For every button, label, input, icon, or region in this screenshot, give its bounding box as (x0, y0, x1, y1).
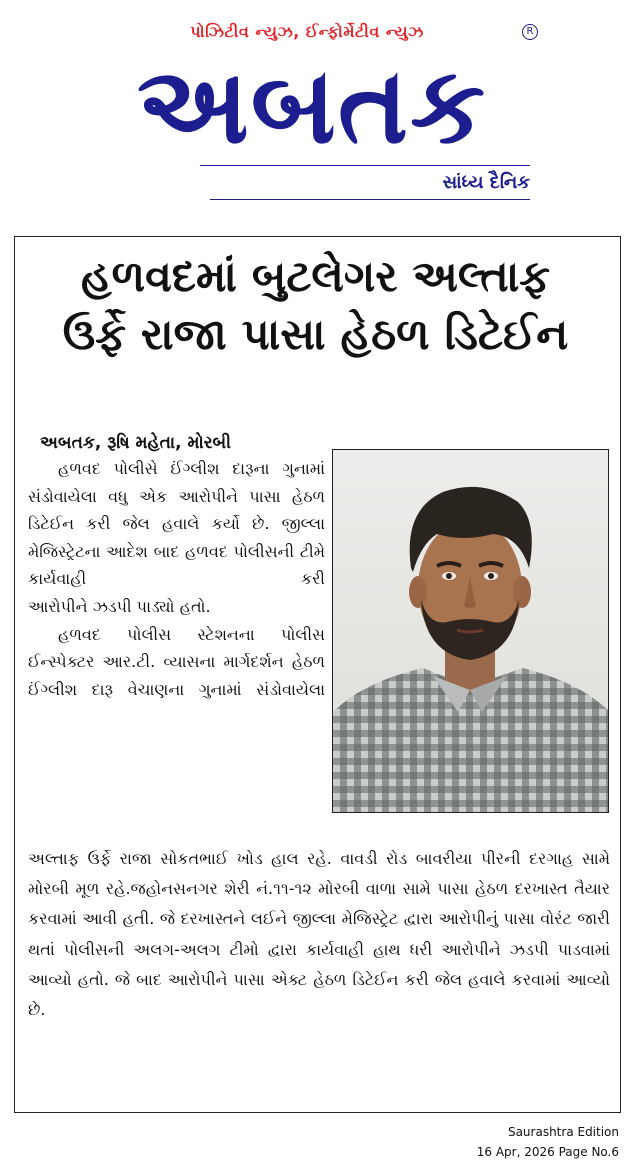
headline-line: હળવદમાં બુટલેગર અલ્તાફ (81, 252, 550, 302)
article-photo (332, 449, 609, 813)
edition-type-label: સાંધ્ય દૈનિક (442, 172, 530, 193)
article-headline (30, 248, 601, 364)
registered-mark-icon: R (522, 24, 538, 40)
article-paragraph: અલ્તાફ ઉર્ફે રાજા સોકતભાઈ ખોડ હાલ રહે. વાવડી રોડ બાવરીયા પીરની દરગાહ સામે મોરબી મૂળ રહે.જહોનસનગર શેરી નં.૧૧-૧૨ મોરબી વાળા સામે પાસા હેઠળ દરખાસ્ત તૈયાર કરવામાં આવી હતી. જે દરખાસ્તને લઈને જીલ્લા મેજિસ્ટ્રેટ દ્વારા આરોપીનું પાસા વોરંટ જારી થતાં પોલીસની અલગ-અલગ ટીમો દ્વારા કાર્યવાહી હાથ ધરી આરોપીને ઝડપી પાડવામાં આવ્યો હતો. જે બાદ આરોપીને પાસા એક્ટ હેઠળ ડિટેઈન કરી જેલ હવાલે કરવામાં આવ્યો છે. (28, 849, 610, 1020)
masthead-divider (200, 165, 530, 166)
masthead (0, 0, 631, 210)
headline-line: ઉર્ફે રાજા પાસા હેઠળ ડિટેઈન (62, 310, 569, 360)
article-paragraph: હળવદ પોલીસે ઈંગ્લીશ દારૂના ગુનામાં સંડોવાયેલા વધુ એક આરોપીને પાસા હેઠળ ડિટેઈન કરી જેલ હવાલે કર્યો છે. જીલ્લા મેજિસ્ટ્રેટના આદેશ બાદ હળવદ પોલીસની ટીમે કાર્યવાહી કરી (28, 459, 325, 589)
article-byline: અબતક, રૂષિ મહેતા, મોરબી (40, 433, 231, 453)
date-page-label: 16 Apr, 2026 Page No.6 (476, 1145, 619, 1159)
masthead-divider-bottom (210, 199, 530, 200)
article-paragraph: હળવદ પોલીસ સ્ટેશનના પોલીસ ઈન્સ્પેક્ટર આર.ટી. વ્યાસના માર્ગદર્શન હેઠળ ઈંગ્લીશ દારૂ વેચાણના ગુનામાં સંડોવાયેલા (28, 624, 325, 699)
accused-portrait-image (333, 450, 608, 812)
article-body-column (28, 455, 325, 703)
edition-label: Saurashtra Edition (507, 1125, 619, 1139)
article-paragraph-end: આરોપીને ઝડપી પાડ્યો હતો. (28, 596, 211, 616)
newspaper-logo: અબતક (136, 48, 488, 164)
masthead-tagline: પોઝિટીવ ન્યુઝ, ઈન્ફોર્મેટીવ ન્યુઝ (190, 22, 424, 41)
article-body-wide (28, 844, 610, 1025)
